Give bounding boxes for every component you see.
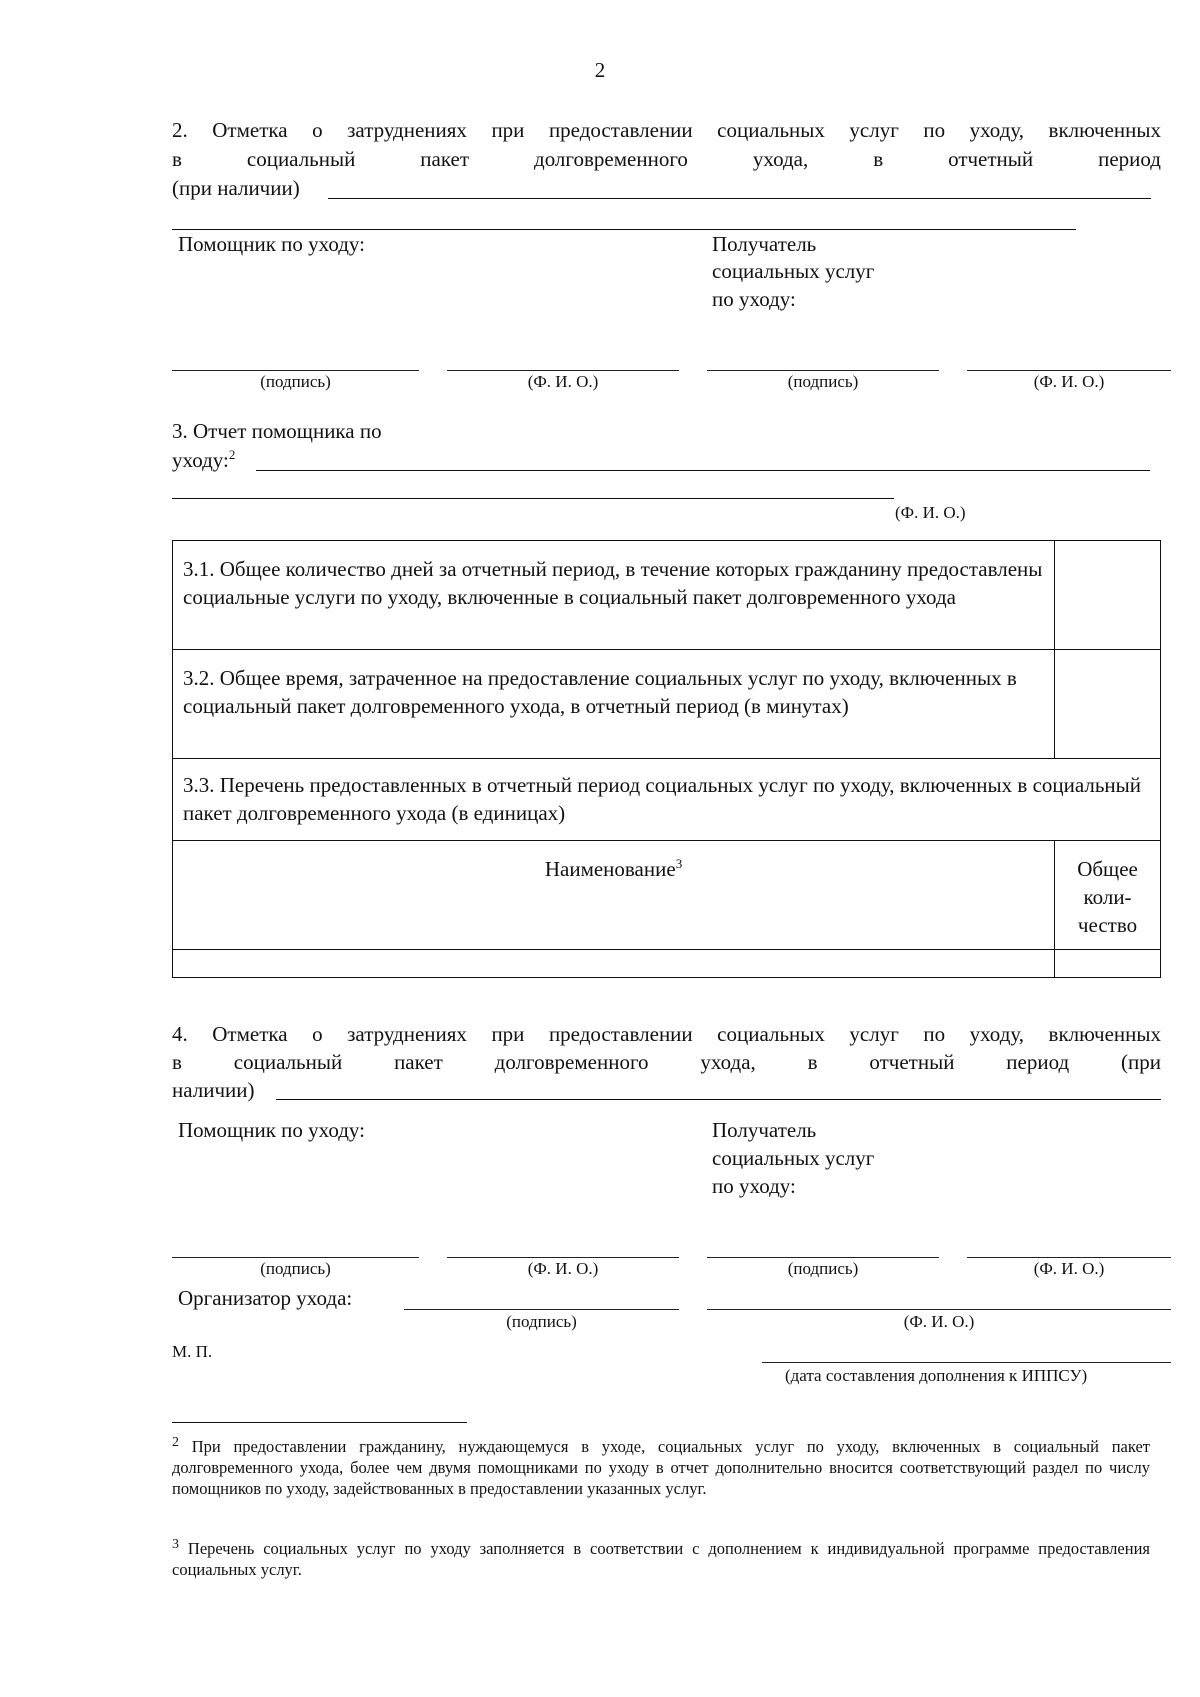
section2-text-line1: 2. Отметка о затруднениях при предоставлении социальных услуг по уходу, включенных: [172, 118, 1161, 142]
table-row: [173, 541, 1161, 650]
section4-text-line2: в социальный пакет долговременного ухода, в отчетный период (при: [172, 1050, 1161, 1074]
caption-signature: (подпись): [787, 372, 859, 391]
assistant-label: Помощник по уходу:: [178, 1118, 365, 1142]
section4-text-line1: 4. Отметка о затруднениях при предоставлении социальных услуг по уходу, включенных: [172, 1022, 1161, 1046]
table-row: [173, 950, 1161, 978]
section3-fio-caption: (Ф. И. О.): [895, 503, 966, 522]
section3-assistant-fill-line[interactable]: [256, 470, 1150, 471]
footnote-ref: 3: [675, 856, 683, 871]
recipient-label-line1: Получатель: [712, 1118, 817, 1142]
organizer-label: Организатор ухода:: [178, 1286, 353, 1310]
report-table: [172, 540, 1161, 978]
row-3-1-value-cell[interactable]: [1055, 541, 1161, 650]
recipient-label-line2: социальных услуг: [712, 1146, 875, 1170]
stamp-label: М. П.: [172, 1342, 213, 1361]
row-3-2-label: 3.2. Общее время, затраченное на предоставление социальных услуг по уходу, включенных в социальный пакет долговременного ухода, в отчетный период (в минутах): [173, 650, 1055, 759]
footnote-marker: 3: [172, 1537, 179, 1552]
row-3-2-value-cell[interactable]: [1055, 650, 1161, 759]
section4-text-line3: наличии): [172, 1078, 255, 1102]
row-3-3-label: 3.3. Перечень предоставленных в отчетный период социальных услуг по уходу, включенных в социальный пакет долговременного ухода (в единицах): [173, 759, 1161, 841]
section4-fill-line[interactable]: [276, 1099, 1161, 1100]
footnote-separator: [172, 1422, 467, 1423]
organizer-fio-caption: (Ф. И. О.): [903, 1312, 975, 1331]
recipient-label-line1: Получатель: [712, 232, 817, 256]
section2-fill-line-1[interactable]: [328, 198, 1151, 199]
section3-heading-line2: уходу:$^2$: [172, 447, 236, 472]
caption-fio: (Ф. И. О.): [527, 1259, 599, 1278]
caption-fio: (Ф. И. О.): [1033, 372, 1105, 391]
footnote-marker: 2: [172, 1435, 179, 1450]
col-name-header: Наименование$^3$: [173, 841, 1055, 950]
caption-fio: (Ф. И. О.): [1033, 1259, 1105, 1278]
service-total-cell[interactable]: [1055, 950, 1161, 978]
recipient-label-line3: по уходу:: [712, 1174, 796, 1198]
table-header-row: [173, 841, 1161, 950]
assistant-label: Помощник по уходу:: [178, 232, 365, 256]
col-total-header: Общее коли- чество: [1055, 841, 1161, 950]
caption-signature: (подпись): [260, 1259, 331, 1278]
organizer-signature-caption: (подпись): [506, 1312, 577, 1331]
table-row: [173, 650, 1161, 759]
date-line[interactable]: [762, 1362, 1171, 1363]
recipient-label-line2: социальных услуг: [712, 259, 875, 283]
date-caption: (дата составления дополнения к ИППСУ): [785, 1366, 1088, 1385]
section2-text-line3: (при наличии): [172, 176, 300, 200]
section3-heading-line1: 3. Отчет помощника по: [172, 419, 382, 443]
caption-fio: (Ф. И. О.): [527, 372, 599, 391]
footnote-ref: 2: [228, 447, 236, 462]
caption-signature: (подпись): [260, 372, 331, 391]
caption-signature: (подпись): [787, 1259, 859, 1278]
section2-text-line2: в социальный пакет долговременного ухода, в отчетный период: [172, 147, 1161, 171]
organizer-signature-line[interactable]: [404, 1309, 679, 1310]
footnote-3: $^3$ Перечень социальных услуг по уходу заполняется в соответствии с дополнением к индивидуальной программе предоставления социальных услуг.: [172, 1537, 1150, 1579]
service-name-cell[interactable]: [173, 950, 1055, 978]
organizer-fio-line[interactable]: [707, 1309, 1171, 1310]
page-number: 2: [594, 58, 606, 82]
section3-fio-line[interactable]: [172, 498, 894, 499]
table-row: [173, 759, 1161, 841]
footnote-2: $^2$ При предоставлении гражданину, нуждающемуся в уходе, социальных услуг по уходу, включенных в социальный пакет долговременного ухода, более чем двумя помощниками по уходу в отчет дополнительно вносится соответствующий раздел по числу помощников по уходу, задействованных в предоставлении указанных услуг.: [172, 1435, 1150, 1498]
row-3-1-label: 3.1. Общее количество дней за отчетный период, в течение которых гражданину предоставлены социальные услуги по уходу, включенные в социальный пакет долговременного ухода: [173, 541, 1055, 650]
recipient-label-line3: по уходу:: [712, 287, 796, 311]
